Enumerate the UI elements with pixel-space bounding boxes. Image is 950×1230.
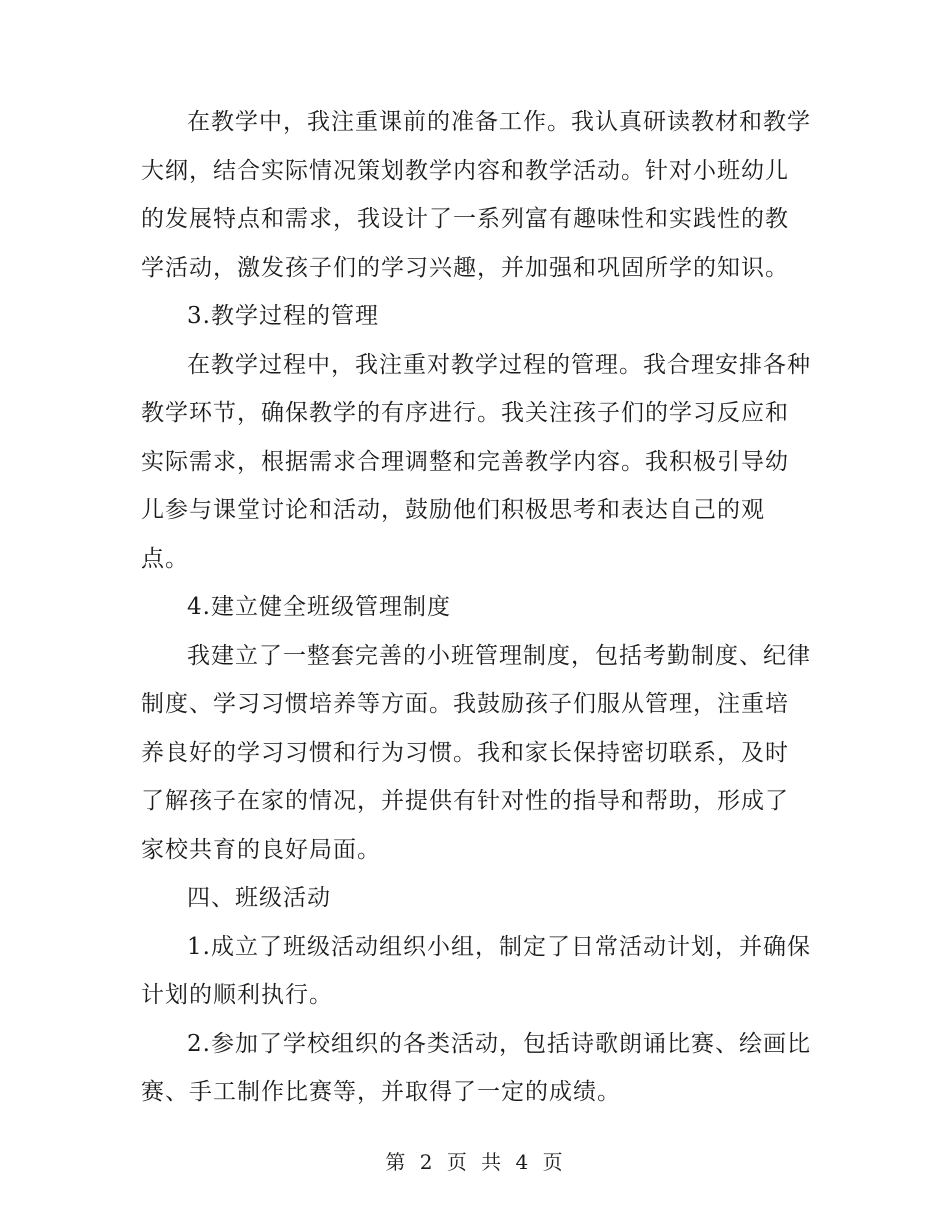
paragraph-class-management: 我建立了一整套完善的小班管理制度，包括考勤制度、纪律制度、学习习惯培养等方面。我鼓励孩子们服从管理，注重培养良好的学习习惯和行为习惯。我和家长保持密切联系，及时了解孩子在家的情况，并提供有针对性的指导和帮助，形成了家校共育的良好局面。	[141, 642, 811, 863]
paragraph-school-activities: 2.参加了学校组织的各类活动，包括诗歌朗诵比赛、绘画比赛、手工制作比赛等，并取得了一定的成绩。	[141, 1030, 811, 1105]
paragraph-activity-group: 1.成立了班级活动组织小组，制定了日常活动计划，并确保计划的顺利执行。	[141, 933, 811, 1008]
paragraph-teaching-preparation: 在教学中，我注重课前的准备工作。我认真研读教材和教学大纲，结合实际情况策划教学内容和教学活动。针对小班幼儿的发展特点和需求，我设计了一系列富有趣味性和实践性的教学活动，激发孩子们的学习兴趣，并加强和巩固所学的知识。	[141, 109, 811, 281]
heading-class-management-system: 4.建立健全班级管理制度	[187, 594, 451, 620]
heading-teaching-process-management: 3.教学过程的管理	[187, 303, 379, 329]
page-number-footer: 第 2 页 共 4 页	[385, 1150, 565, 1174]
heading-class-activities: 四、班级活动	[187, 885, 331, 911]
paragraph-teaching-process: 在教学过程中，我注重对教学过程的管理。我合理安排各种教学环节，确保教学的有序进行。我关注孩子们的学习反应和实际需求，根据需求合理调整和完善教学内容。我积极引导幼儿参与课堂讨论和活动，鼓励他们积极思考和表达自己的观点。	[141, 351, 811, 572]
document-body	[141, 98, 811, 1117]
